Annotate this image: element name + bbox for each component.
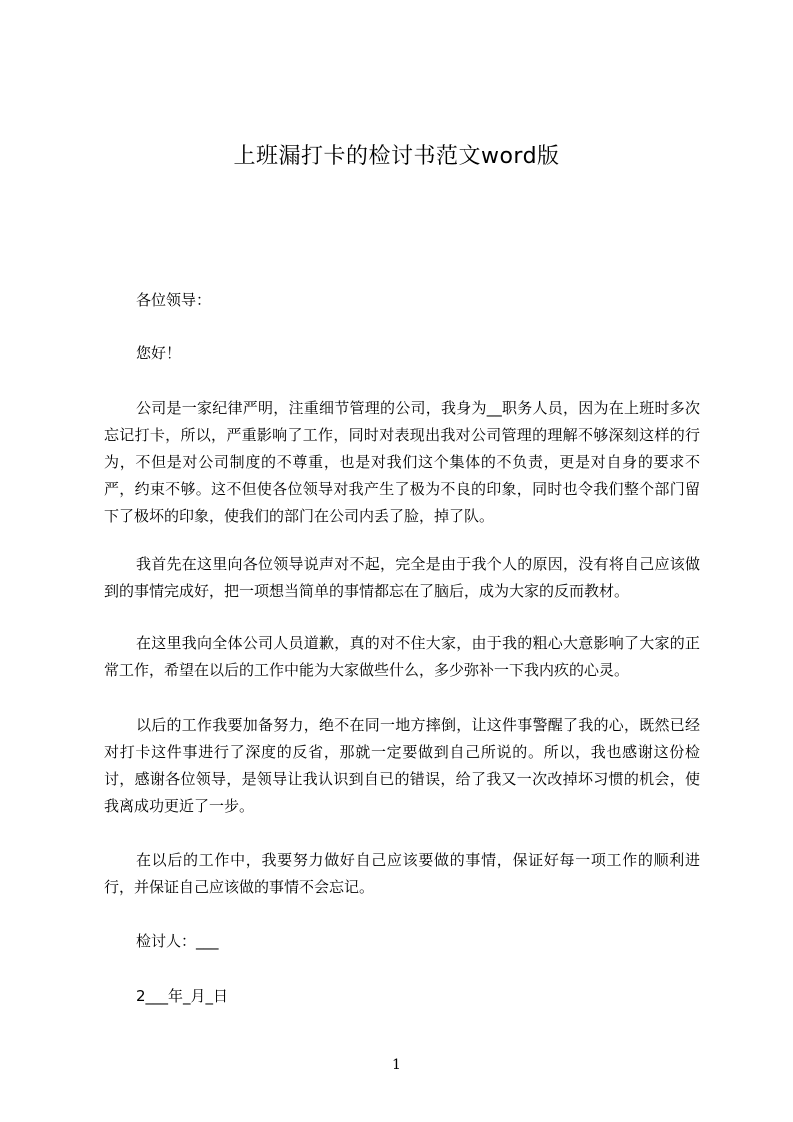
page-number: 1 — [392, 1057, 401, 1073]
body-paragraph-3: 在这里我向全体公司人员道歉，真的对不住大家，由于我的粗心大意影响了大家的正常工作，希望在以后的工作中能为大家做些什么，多少弥补一下我内疚的心灵。 — [104, 634, 700, 679]
greeting: 您好！ — [136, 344, 182, 362]
body-paragraph-5: 在以后的工作中，我要努力做好自己应该要做的事情，保证好每一项工作的顺利进行，并保证自己应该做的事情不会忘记。 — [104, 851, 700, 896]
salutation: 各位领导： — [136, 291, 212, 309]
signature-line: 检讨人：___ — [136, 932, 219, 950]
body-paragraph-2: 我首先在这里向各位领导说声对不起，完全是由于我个人的原因，没有将自己应该做到的事情完成好，把一项想当简单的事情都忘在了脑后，成为大家的反而教材。 — [104, 555, 700, 600]
document-title: 上班漏打卡的检讨书范文word版 — [233, 144, 560, 169]
body-paragraph-4: 以后的工作我要加备努力，绝不在同一地方摔倒，让这件事警醒了我的心，既然已经对打卡这件事进行了深度的反省，那就一定要做到自己所说的。所以，我也感谢这份检讨，感谢各位领导，是领导让我认识到自已的错误，给了我又一次改掉坏习惯的机会，使我离成功更近了一步。 — [104, 716, 700, 815]
body-paragraph-1: 公司是一家纪律严明，注重细节管理的公司，我身为__职务人员，因为在上班时多次忘记打卡，所以，严重影响了工作，同时对表现出我对公司管理的理解不够深刻这样的行为，不但是对公司制度的不尊重，也是对我们这个集体的不负责，更是对自身的要求不严，约束不够。这不但使各位领导对我产生了极为不良的印象，同时也令我们整个部门留下了极坏的印象，使我们的部门在公司内丢了脸，掉了队。 — [104, 399, 700, 525]
date-line: 2___年_月_日 — [136, 987, 229, 1005]
